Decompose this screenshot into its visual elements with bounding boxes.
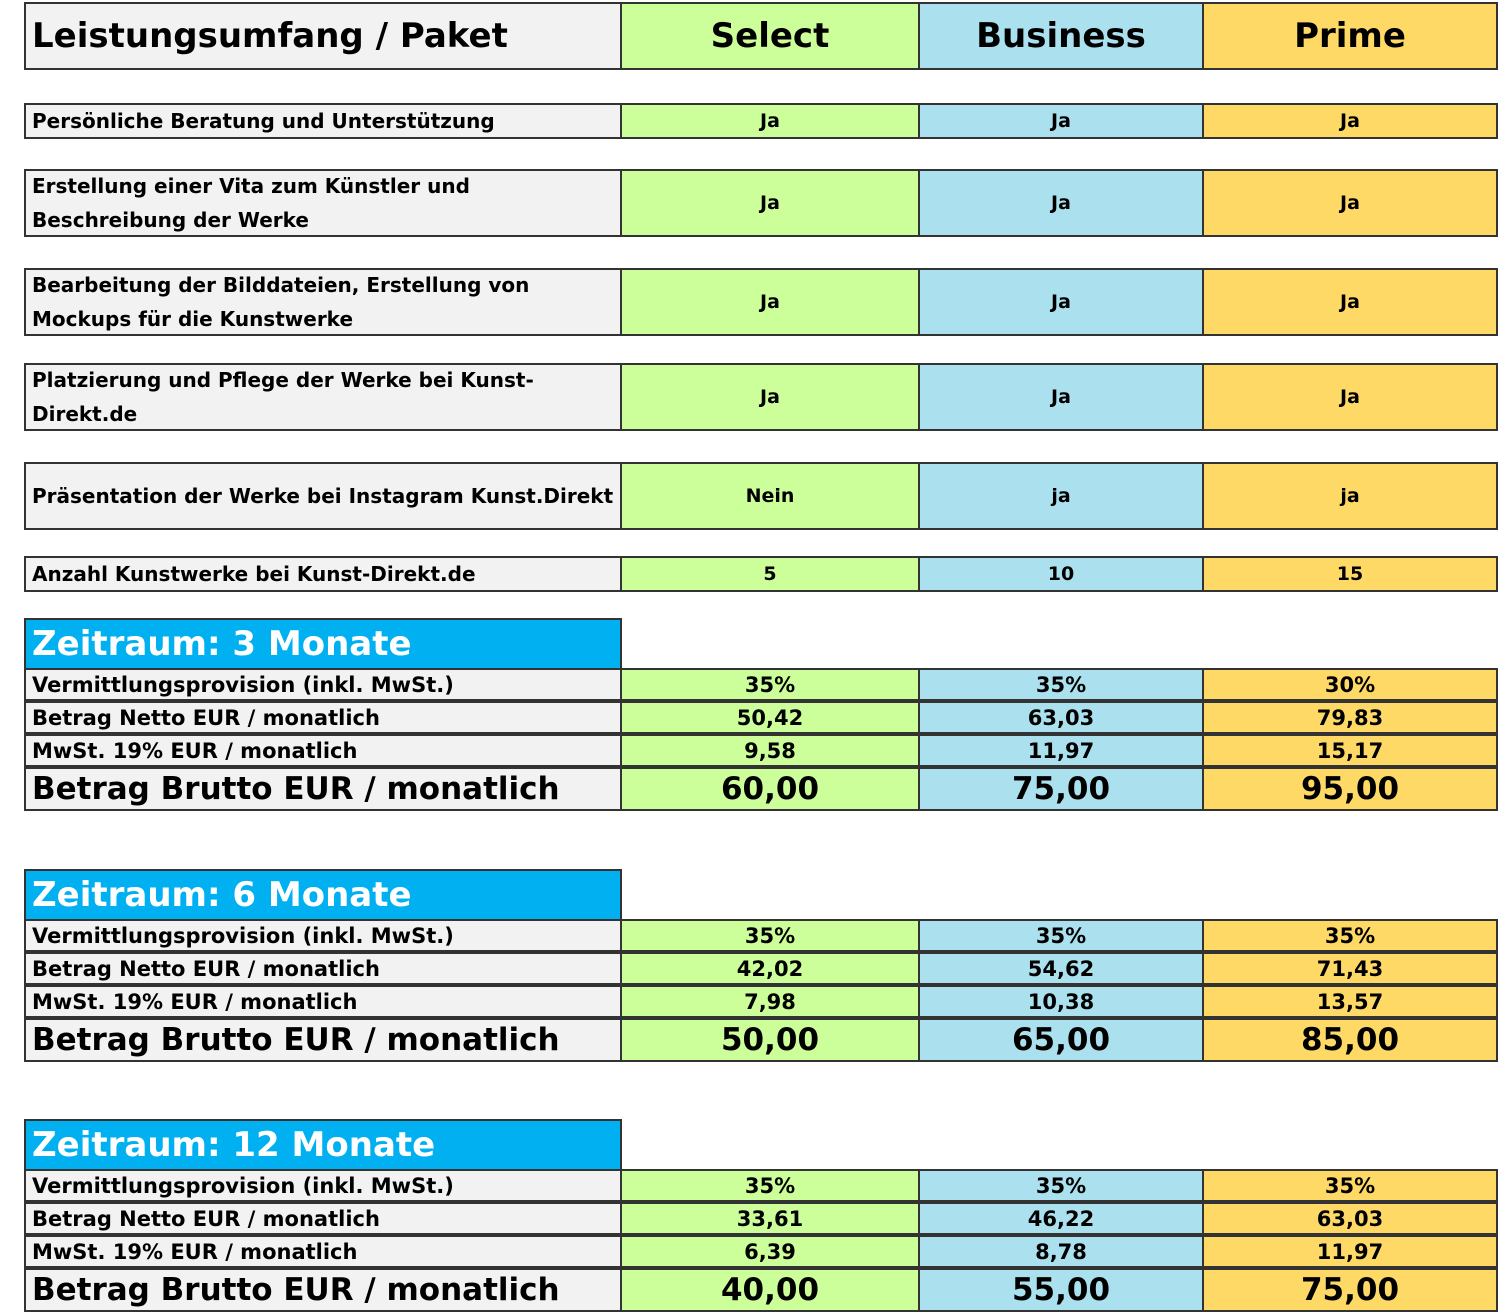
price-value-business: 35% <box>918 1169 1204 1202</box>
feature-value-prime: Ja <box>1202 268 1498 336</box>
price-value-select: 35% <box>620 1169 920 1202</box>
feature-value-select: Ja <box>620 103 920 139</box>
package-select-header: Select <box>620 2 920 70</box>
price-value-select: 9,58 <box>620 734 920 767</box>
feature-label: Präsentation der Werke bei Instagram Kunst.Direkt <box>24 462 622 530</box>
price-value-business: 8,78 <box>918 1235 1204 1268</box>
price-value-prime: 35% <box>1202 919 1498 952</box>
price-row <box>24 985 1498 1018</box>
period-title: Zeitraum: 12 Monate <box>24 1119 622 1171</box>
price-value-business: 11,97 <box>918 734 1204 767</box>
price-row <box>24 734 1498 767</box>
feature-value-select: Nein <box>620 462 920 530</box>
price-row <box>24 1202 1498 1235</box>
price-value-prime: 35% <box>1202 1169 1498 1202</box>
feature-label: Erstellung einer Vita zum Künstler und Beschreibung der Werke <box>24 169 622 237</box>
price-total-select: 40,00 <box>620 1268 920 1312</box>
price-total-prime: 85,00 <box>1202 1018 1498 1062</box>
feature-row <box>24 556 1498 592</box>
price-row <box>24 1235 1498 1268</box>
package-prime-header: Prime <box>1202 2 1498 70</box>
price-value-select: 50,42 <box>620 701 920 734</box>
price-total-business: 65,00 <box>918 1018 1204 1062</box>
price-row <box>24 668 1498 701</box>
feature-value-prime: 15 <box>1202 556 1498 592</box>
price-label: Betrag Netto EUR / monatlich <box>24 952 622 985</box>
feature-value-prime: Ja <box>1202 103 1498 139</box>
price-value-business: 35% <box>918 668 1204 701</box>
feature-row <box>24 169 1498 237</box>
price-label: MwSt. 19% EUR / monatlich <box>24 985 622 1018</box>
price-total-label: Betrag Brutto EUR / monatlich <box>24 767 622 811</box>
price-value-business: 10,38 <box>918 985 1204 1018</box>
price-label: Betrag Netto EUR / monatlich <box>24 701 622 734</box>
price-total-row <box>24 767 1498 811</box>
package-business-header: Business <box>918 2 1204 70</box>
feature-value-select: 5 <box>620 556 920 592</box>
price-row <box>24 701 1498 734</box>
price-value-business: 54,62 <box>918 952 1204 985</box>
feature-row <box>24 103 1498 139</box>
feature-value-select: Ja <box>620 169 920 237</box>
price-value-business: 63,03 <box>918 701 1204 734</box>
feature-value-select: Ja <box>620 363 920 431</box>
price-total-row <box>24 1268 1498 1312</box>
feature-row <box>24 268 1498 336</box>
price-value-prime: 15,17 <box>1202 734 1498 767</box>
feature-value-prime: Ja <box>1202 363 1498 431</box>
feature-value-select: Ja <box>620 268 920 336</box>
feature-value-business: ja <box>918 462 1204 530</box>
price-total-prime: 75,00 <box>1202 1268 1498 1312</box>
price-value-select: 35% <box>620 919 920 952</box>
price-row <box>24 1169 1498 1202</box>
price-value-prime: 79,83 <box>1202 701 1498 734</box>
period-title: Zeitraum: 3 Monate <box>24 618 622 670</box>
feature-value-business: Ja <box>918 169 1204 237</box>
feature-label: Persönliche Beratung und Unterstützung <box>24 103 622 139</box>
price-total-label: Betrag Brutto EUR / monatlich <box>24 1268 622 1312</box>
period-title: Zeitraum: 6 Monate <box>24 869 622 921</box>
price-total-business: 75,00 <box>918 767 1204 811</box>
price-value-select: 33,61 <box>620 1202 920 1235</box>
feature-value-business: Ja <box>918 268 1204 336</box>
price-row <box>24 952 1498 985</box>
feature-value-prime: ja <box>1202 462 1498 530</box>
header-label: Leistungsumfang / Paket <box>24 2 622 70</box>
feature-value-business: 10 <box>918 556 1204 592</box>
price-value-prime: 71,43 <box>1202 952 1498 985</box>
price-value-business: 35% <box>918 919 1204 952</box>
price-label: MwSt. 19% EUR / monatlich <box>24 1235 622 1268</box>
price-value-prime: 11,97 <box>1202 1235 1498 1268</box>
price-label: Vermittlungsprovision (inkl. MwSt.) <box>24 668 622 701</box>
feature-value-prime: Ja <box>1202 169 1498 237</box>
feature-value-business: Ja <box>918 103 1204 139</box>
price-label: MwSt. 19% EUR / monatlich <box>24 734 622 767</box>
feature-label: Platzierung und Pflege der Werke bei Kunst-Direkt.de <box>24 363 622 431</box>
price-value-select: 6,39 <box>620 1235 920 1268</box>
price-value-select: 7,98 <box>620 985 920 1018</box>
price-total-row <box>24 1018 1498 1062</box>
price-label: Betrag Netto EUR / monatlich <box>24 1202 622 1235</box>
price-value-prime: 63,03 <box>1202 1202 1498 1235</box>
feature-row <box>24 363 1498 431</box>
price-label: Vermittlungsprovision (inkl. MwSt.) <box>24 919 622 952</box>
price-label: Vermittlungsprovision (inkl. MwSt.) <box>24 1169 622 1202</box>
price-value-business: 46,22 <box>918 1202 1204 1235</box>
table-header-row <box>24 2 1498 70</box>
price-total-select: 60,00 <box>620 767 920 811</box>
price-value-prime: 30% <box>1202 668 1498 701</box>
price-total-business: 55,00 <box>918 1268 1204 1312</box>
price-row <box>24 919 1498 952</box>
price-total-select: 50,00 <box>620 1018 920 1062</box>
price-value-select: 42,02 <box>620 952 920 985</box>
feature-row <box>24 462 1498 530</box>
feature-value-business: Ja <box>918 363 1204 431</box>
feature-label: Anzahl Kunstwerke bei Kunst-Direkt.de <box>24 556 622 592</box>
feature-label: Bearbeitung der Bilddateien, Erstellung von Mockups für die Kunstwerke <box>24 268 622 336</box>
price-value-select: 35% <box>620 668 920 701</box>
price-total-label: Betrag Brutto EUR / monatlich <box>24 1018 622 1062</box>
price-total-prime: 95,00 <box>1202 767 1498 811</box>
price-value-prime: 13,57 <box>1202 985 1498 1018</box>
